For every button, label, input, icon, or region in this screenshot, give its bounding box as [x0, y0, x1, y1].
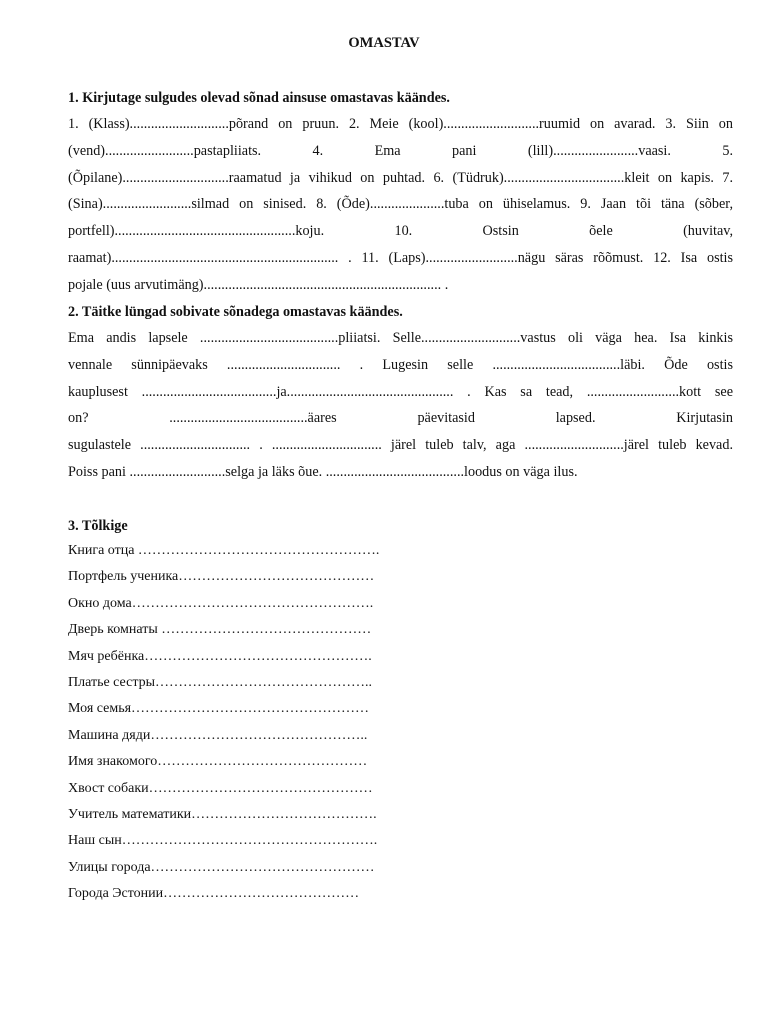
translation-item: Учитель математики…………………………………. — [68, 806, 377, 822]
section1-line: portfell)...................................................koju. 10. Ostsin õele (huvitav, — [68, 223, 733, 240]
section2-heading: 2. Täitke lüngad sobivate sõnadega omastavas käändes. — [68, 304, 403, 320]
section1-line: (Sina).........................silmad on sinised. 8. (Õde).....................tuba on ühiselamus. 9. Jaan tõi täna (sõber, — [68, 196, 733, 213]
section1-line: raamat)................................................................ . 11. (Laps)..........................nägu säras rõõmust. 12. Isa ostis — [68, 249, 733, 266]
translation-item: Хвост собаки………………………………………… — [68, 780, 373, 796]
translation-item: Имя знакомого……………………………………… — [68, 754, 368, 770]
translation-item: Мяч ребёнка…………………………………………. — [68, 648, 372, 664]
translation-item: Моя семья…………………………………………… — [68, 701, 370, 717]
translation-item: Машина дяди……………………………………….. — [68, 727, 368, 743]
section2-exercise — [68, 325, 733, 486]
translation-list — [68, 541, 468, 910]
translation-item: Наш сын………………………………………………. — [68, 833, 378, 849]
translation-item: Города Эстонии…………………………………… — [68, 886, 360, 902]
translation-item: Портфель ученика…………………………………… — [68, 569, 375, 585]
translation-item: Книга отца ……………………………………………. — [68, 543, 380, 558]
translation-item: Платье сестры……………………………………….. — [68, 674, 373, 690]
section2-line: on? .......................................äares päevitasid lapsed. Kirjutasin — [68, 410, 733, 427]
section1-line: (Õpilane)..............................raamatud ja vihikud on puhtad. 6. (Tüdruk)..................................kleit on kapis. 7. — [68, 169, 733, 186]
section2-line: Poiss pani ...........................selga ja läks õue. .......................................loodus on väga ilus. — [68, 463, 578, 480]
section2-line: sugulastele ............................... . ............................... järel tuleb talv, aga ............................järel tuleb kevad. — [68, 437, 733, 454]
section1-line: 1. (Klass)............................põrand on pruun. 2. Meie (kool)...........................ruumid on avarad. 3. Siin on — [68, 116, 733, 132]
section3-heading: 3. Tõlkige — [68, 518, 128, 534]
section1-heading: 1. Kirjutage sulgudes olevad sõnad ainsuse omastavas käändes. — [68, 90, 450, 106]
section1-line: (vend).........................pastapliiats. 4. Ema pani (lill)........................vaasi. 5. — [68, 142, 733, 159]
section2-line: kauplusest ......................................ja............................................... . Kas sa tead, ..........................kott see — [68, 383, 733, 400]
section1-exercise — [68, 111, 733, 299]
translation-item: Окно дома……………………………………………. — [68, 595, 374, 611]
translation-item: Улицы города………………………………………… — [68, 859, 375, 875]
document-title: OMASTAV — [348, 35, 420, 51]
section2-line: vennale sünnipäevaks ................................ . Lugesin selle ....................................läbi. Õde ostis — [68, 356, 733, 373]
section2-line: Ema andis lapsele .......................................pliiatsi. Selle............................vastus oli väga hea. Isa kinkis — [68, 330, 733, 346]
translation-item: Дверь комнаты ……………………………………… — [68, 622, 372, 638]
section1-line: pojale (uus arvutimäng)................................................................... . — [68, 276, 449, 293]
